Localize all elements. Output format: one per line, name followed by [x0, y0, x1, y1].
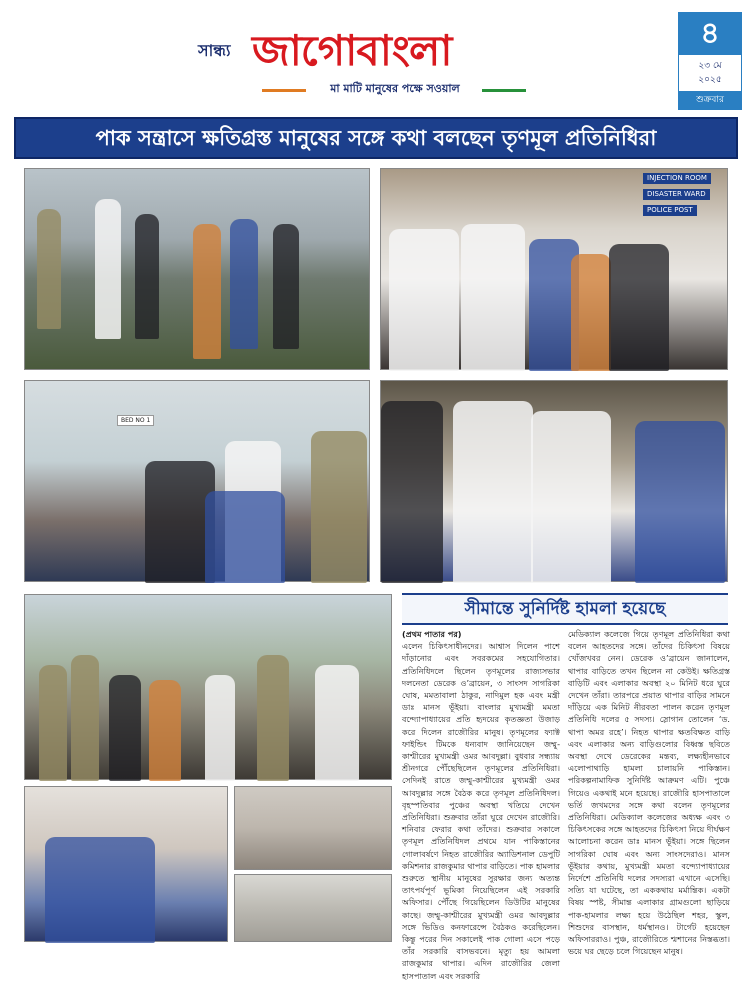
- article-heading: সীমান্তে সুনির্দিষ্ট হামলা হয়েছে: [402, 593, 728, 625]
- figure-woman: [45, 837, 155, 943]
- newspaper-name: জাগোবাংলা: [252, 26, 452, 75]
- photo-damaged-building: [234, 786, 392, 870]
- masthead-prefix: সান্ধ্য: [198, 41, 231, 60]
- figure-man: [461, 224, 525, 371]
- figure-woman: [149, 680, 181, 781]
- photo-group-road: [24, 594, 392, 780]
- tagline-rule-left: [262, 89, 306, 92]
- figure-man: [381, 401, 443, 583]
- photo-conversation: [380, 380, 728, 582]
- figure-person: [95, 199, 121, 339]
- headline: পাক সন্ত্রাসে ক্ষতিগ্রস্ত মানুষের সঙ্গে কথা বলছেন তৃণমূল প্রতিনিধিরা: [95, 126, 657, 150]
- article-column-2: [568, 628, 730, 957]
- headline-banner: [14, 117, 738, 159]
- tagline-rule-right: [482, 89, 526, 92]
- article-text-2: মেডিক্যাল কলেজে গিয়ে তৃণমূল প্রতিনিধিরা কথা বলেন আহতদের সঙ্গে। তাঁদের চিকিৎসা বিষয়ে খোঁজখবর নেন। ডেরেক ও’ব্রায়েন জানালেন, থাপার বাড়িতে তখন ছিলেন না কেউই। ক্ষতিগ্রস্ত বাড়িটি এবং এলাকার অবস্থা ২০ মিনিট ধরে ঘুরে দেখেন তাঁরা। তারপরে প্রয়াত থাপার বাড়ির সামনে দাঁড়িয়ে এক মিনিট নীরবতা পালন করেন তৃণমূল প্রতিনিধি দলের ৫ সদস্য। স্লোগান তোলেন ‘ড. থাপা অমর রহে’। নিহত থাপার ক্ষতবিক্ষত বাড়ি এবং এলাকার অন্য বাড়িগুলোর বিধ্বস্ত ছবিতে অবস্থা দেখে ডেরেকের মন্তব্য, লক্ষ্যহীনভাবে এলোপাথাড়ি হামলা চালায়নি পাকিস্তান। পরিকল্পনামাফিক সুনির্দিষ্ট আক্রমণ এটি। পুঞ্চে গিয়েও একথাই মনে হয়েছে। রাজৌরি হাসপাতালে ভর্তি জখমদের সঙ্গে কথা বলেন তৃণমূলের প্রতিনিধিরা। মেডিক্যাল কলেজের অধ্যক্ষ এবং ৩ চিকিৎসকের সঙ্গে আহতদের চিকিৎসা নিয়ে দীর্ঘক্ষণ আলোচনা করেন ডাঃ মানস ভূঁইয়া। সঙ্গে ছিলেন সাগরিকা ঘোষ এবং অন্য সাংসদেরাও। মানস ভূঁইয়ার কথায়, মুখ্যমন্ত্রী মমতা বন্দ্যোপাধ্যায়ের নির্দেশে প্রতিনিধি দলের সদস্যরা এখানে এসেছি। সত্যি যা ঘটেছে, তা এককথায় মর্মান্তিক। একটা বিষয় স্পষ্ট, সীমান্ত এলাকার গ্রামগুলো ছাড়িয়ে পাক-হামলার লক্ষ্য হয়ে উঠেছিল শহর, স্কুল, শিশুদের বাসস্থান, ধর্মস্থানও। টার্গেট হয়েছেন অফিসাররাও। পুঞ্চ, রাজৌরিতে শ্মশানের নিস্তব্ধতা। ভয়ে ঘর ছেড়ে চলে গিয়েছেন মানুষ।: [568, 629, 730, 957]
- year: ২০২৫: [698, 75, 722, 85]
- article-text-1: এলেন চিকিৎসাধীনদের। আশ্বাস দিলেন পাশে দাঁড়ানোর এবং সবরকমের সহযোগিতার। প্রতিনিধিদলে ছিলেন তৃণমূলের রাজ্যসভার দলনেতা ডেরেক ও’ব্রায়েন, ৩ সাংসদ সাগরিকা ঘোষ, মমতাবালা ঠাকুর, নাদিমুল হক এবং মন্ত্রী ডাঃ মানস ভূঁইয়া। বাংলার মুখ্যমন্ত্রী মমতা বন্দ্যোপাধ্যায়ের প্রতি হৃদয়ের কৃতজ্ঞতা উজাড় করে দিলেন রাজৌরির মানুষ। তৃণমূলের ফ্যাক্ট ফাইন্ডিং টিমকে ধন্যবাদ জানিয়েছেন জম্মু-কাশ্মীরের মুখ্যমন্ত্রী ওমর আবদুল্লা। বুধবার সন্ধ্যায় শ্রীনগরে পৌঁছেছিলেন তৃণমূলের প্রতিনিধিরা। সেদিনই রাতে জম্মু-কাশ্মীরের মুখ্যমন্ত্রী ওমর আবদুল্লার সঙ্গে বৈঠক করে তৃণমূল প্রতিনিধিদল। বৃহস্পতিবার পুঞ্চের অবস্থা খতিয়ে দেখেন প্রতিনিধিরা। শুক্রবার তাঁরা ঘুরে দেখেন রাজৌরি। শনিবার ফেরার কথা তাঁদের। শুক্রবার সকালে তৃণমূল প্রতিনিধিদল প্রথমে যান পাকিস্তানের গোলাবর্ষণে নিহত রাজৌরির অ্যাডিশনাল ডেপুটি কমিশনার রাজকুমার থাপার বাড়িতে। পাক হামলার শুরুতে স্থানীয় মানুষের সুরক্ষার জন্য অত্যন্ত তাৎপর্যপূর্ণ ভূমিকা নিয়েছিলেন এই সরকারি অফিসার। পৌঁছে গিয়েছিলেন ডিউটির মানুষের কাছে। জম্মু-কাশ্মীরের মুখ্যমন্ত্রী ওমর আবদুল্লার সঙ্গে ভিডিও কনফারেন্সে বৈঠকও করেছিলেন। কিন্তু পরের দিন সকালেই পাক গোলা এসে পড়ে তাঁর সরকারি বাসভবনে। মৃত্যু হয় আমলা রাজকুমার থাপার। এদিন রাজৌরির জেলা হাসপাতাল এবং সরকারি: [402, 641, 560, 981]
- figure-woman-saree: [193, 224, 221, 359]
- masthead: [0, 0, 750, 110]
- figure-policeman: [39, 665, 67, 781]
- sign-disaster-ward: DISASTER WARD: [643, 189, 710, 200]
- page-number: ৪: [679, 13, 741, 55]
- sign-police-post: POLICE POST: [643, 205, 697, 216]
- date: ২৩ মে: [698, 61, 722, 71]
- figure-man: [205, 675, 235, 781]
- photo-street-visit: [24, 168, 370, 370]
- figure-man: [531, 411, 611, 583]
- figure-man: [609, 244, 669, 371]
- photo-damaged-wall: [234, 874, 392, 942]
- weekday: শুক্রবার: [679, 91, 741, 109]
- page-info-box: [678, 12, 742, 110]
- continued-note: (প্রথম পাতার পর): [402, 629, 462, 639]
- photo-hospital-bed: [24, 380, 370, 582]
- figure-woman: [635, 421, 725, 583]
- figure-elderly-man: [315, 665, 359, 781]
- article-column-1: [402, 628, 560, 981]
- sign-injection-room: INJECTION ROOM: [643, 173, 711, 184]
- figure-woman: [205, 491, 285, 583]
- figure-woman: [230, 219, 258, 349]
- page-date: [679, 59, 741, 87]
- figure-man: [453, 401, 533, 583]
- figure-policeman: [257, 655, 289, 781]
- figure-man: [109, 675, 141, 781]
- figure-man: [311, 431, 367, 583]
- figure-person: [135, 214, 159, 339]
- figure-man: [273, 224, 299, 349]
- sign-bed-no: BED NO 1: [117, 415, 154, 426]
- tagline: মা মাটি মানুষের পক্ষে সওয়াল: [330, 82, 460, 95]
- figure-policeman: [71, 655, 99, 781]
- figure-policeman: [37, 209, 61, 329]
- photo-hospital-corridor: [380, 168, 728, 370]
- figure-man: [389, 229, 459, 371]
- photo-patient-visit: [24, 786, 228, 942]
- figure-woman: [571, 254, 611, 371]
